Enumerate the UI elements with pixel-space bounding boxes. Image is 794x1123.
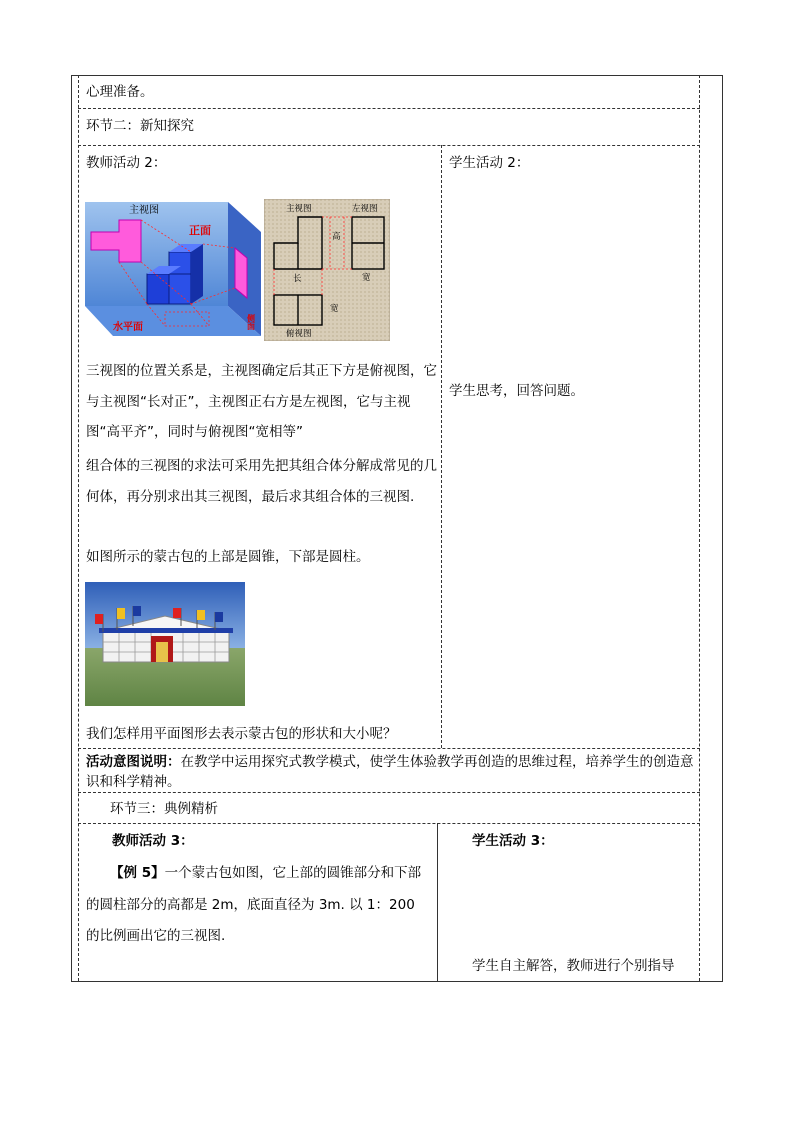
three-view-2d-figure <box>264 199 390 341</box>
yurt-photo <box>85 582 245 706</box>
view-label-width1: 宽 <box>362 273 371 283</box>
teacher2-para-positions: 三视图的位置关系是，主视图确定后其正下方是俯视图，它与主视图“长对正”，主视图正右方是左视图，它与主视图“高平齐”，同时与俯视图“宽相等” <box>86 363 437 440</box>
student3-heading: 学生活动 3： <box>472 833 554 849</box>
view-label-width2: 宽 <box>330 304 339 314</box>
stage3-title: 环节三：典例精析 <box>110 801 218 817</box>
view-label-length: 长 <box>293 274 302 284</box>
student3-text: 学生自主解答，教师进行个别指导 <box>472 958 675 974</box>
activity-intent-label: 活动意图说明： <box>86 754 181 770</box>
view-label-front: 主视图 <box>286 204 312 214</box>
teacher3-heading: 教师活动 3： <box>112 833 194 849</box>
label-face-front: 正面 <box>189 224 211 237</box>
activity-intent-text: 在教学中运用探究式教学模式，使学生体验教学再创造的思维过程，培养学生的创造意识和科学精神。 <box>86 754 694 790</box>
view-label-height: 高 <box>332 232 341 242</box>
student2-text: 学生思考，回答问题。 <box>449 383 584 399</box>
label-face-side: 侧面 <box>246 314 256 330</box>
example-tag: 【例 5】 <box>110 865 165 881</box>
label-face-bottom: 水平面 <box>113 322 143 333</box>
teacher2-para-method: 组合体的三视图的求法可采用先把其组合体分解成常见的几何体，再分别求出其三视图，最后求其组合体的三视图. <box>86 458 437 505</box>
example-text: 一个蒙古包如图，它上部的圆锥部分和下部的圆柱部分的高都是 2m，底面直径为 3m. 以 1：200 的比例画出它的三视图. <box>86 865 422 944</box>
label-front-view: 主视图 <box>129 205 159 216</box>
view-label-top: 俯视图 <box>286 329 312 339</box>
activity-intent <box>86 752 694 792</box>
student2-heading: 学生活动 2： <box>449 155 530 171</box>
top-fragment: 心理准备。 <box>86 84 154 100</box>
teacher2-para-yurt: 如图所示的蒙古包的上部是圆锥，下部是圆柱。 <box>86 549 370 565</box>
teacher2-heading: 教师活动 2： <box>86 155 167 171</box>
view-label-left: 左视图 <box>352 204 378 214</box>
teacher2-question: 我们怎样用平面图形去表示蒙古包的形状和大小呢？ <box>86 726 397 742</box>
three-view-3d-figure <box>85 202 261 336</box>
teacher3-example <box>86 858 432 953</box>
stage2-title: 环节二：新知探究 <box>86 118 194 134</box>
